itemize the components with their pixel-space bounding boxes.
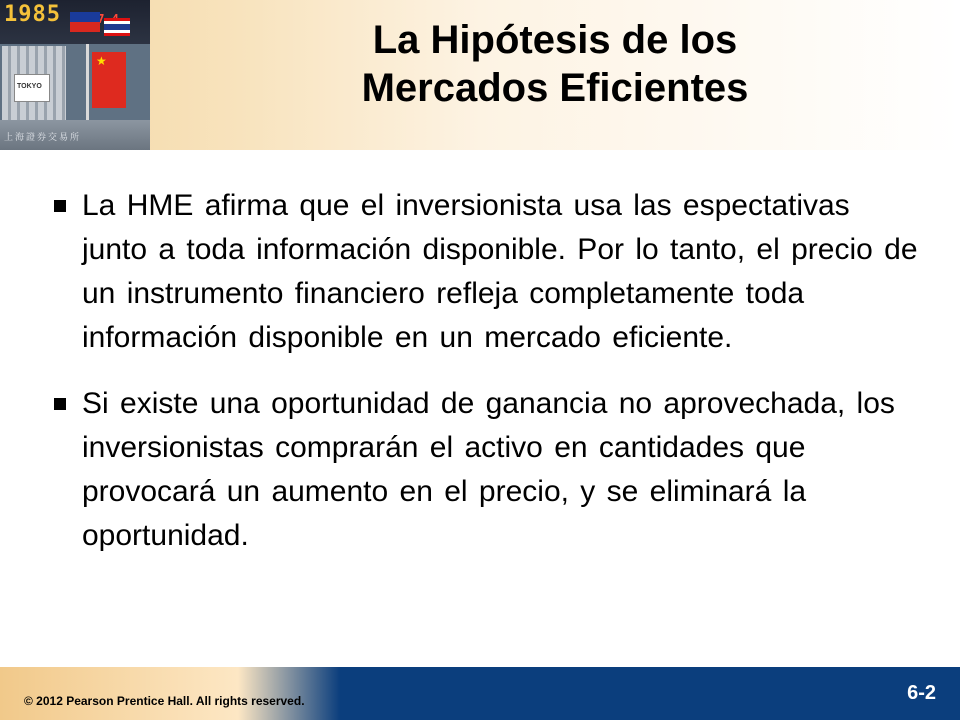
flag-philippines [70, 12, 100, 32]
slide-title [150, 16, 960, 112]
flag-china [92, 52, 126, 108]
title-line-2: Mercados Eficientes [361, 66, 749, 110]
square-bullet-icon [54, 398, 66, 410]
star-icon: ★ [96, 54, 107, 68]
bullet-text: Si existe una oportunidad de ganancia no aprovechada, los inversionistas comprarán el activo en cantidades que provocará un aumento en el precio, y se eliminará la oportunidad. [82, 387, 895, 552]
title-line-1: La Hipótesis de los [372, 18, 738, 62]
bullet-text: La HME afirma que el inversionista usa las espectativas junto a toda información disponible. Por lo tanto, el precio de un instrumento financiero refleja completamente toda información disponible en un mercado eficiente. [82, 189, 918, 354]
bullet-list [50, 184, 920, 580]
ticker-digits: 1985 [4, 2, 61, 27]
flag-thailand [104, 18, 130, 36]
bullet-item [50, 184, 920, 360]
base-inscription: 上海證券交易所 [4, 132, 82, 142]
photo-base [0, 120, 150, 150]
copyright-notice: © 2012 Pearson Prentice Hall. All rights reserved. [24, 694, 305, 708]
page-number: 6-2 [907, 682, 936, 704]
stock-exchange-photo [0, 0, 150, 150]
tokyo-sign-text: TOKYO [17, 83, 42, 90]
square-bullet-icon [54, 200, 66, 212]
tokyo-sign [14, 74, 50, 102]
bullet-item [50, 382, 920, 558]
